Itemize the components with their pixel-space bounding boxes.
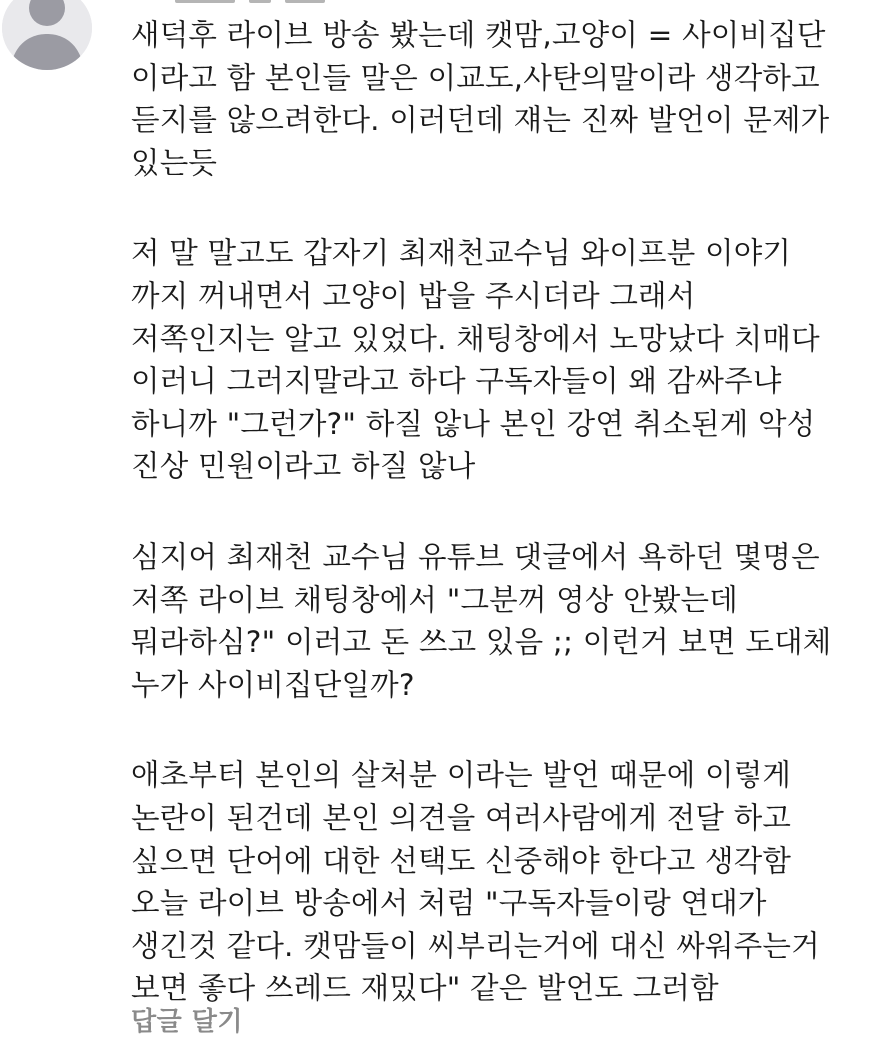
comment-line: 하니까 "그런가?" 하질 않나 본인 강연 취소된게 악성 <box>131 406 816 441</box>
comment-line: 오늘 라이브 방송에서 처럼 "구독자들이랑 연대가 <box>131 886 767 921</box>
comment-paragraph <box>131 14 886 184</box>
comment-line: 저쪽 라이브 채팅창에서 "그분꺼 영상 안봤는데 <box>131 582 738 617</box>
clipped-header-text <box>175 0 375 4</box>
comment-line: 애초부터 본인의 살처분 이라는 발언 때문에 이렇게 <box>131 758 792 793</box>
comment-line: 있는듯 <box>131 145 218 180</box>
comment-line: 뭐라하심?" 이러고 돈 쓰고 있음 ;; 이런거 보면 도대체 <box>131 625 832 660</box>
comment-paragraph <box>131 754 886 1010</box>
comment-line: 이라고 함 본인들 말은 이교도,사탄의말이라 생각하고 <box>131 60 820 95</box>
comment-line: 진상 민원이라고 하질 않나 <box>131 449 476 484</box>
comment-line: 생긴것 같다. 캣맘들이 씨부리는거에 대신 싸워주는거 <box>131 928 820 963</box>
comment-body <box>131 14 886 1058</box>
comment-line: 이러니 그러지말라고 하다 구독자들이 왜 감싸주냐 <box>131 364 782 399</box>
comment-line: 보면 좋다 쓰레드 재밌다" 같은 발언도 그러함 <box>131 971 719 1006</box>
user-avatar-icon[interactable] <box>2 0 92 70</box>
comment-line: 듣지를 않으려한다. 이러던데 쟤는 진짜 발언이 문제가 <box>131 103 830 138</box>
comment-paragraph <box>131 232 886 488</box>
comment-line: 저 말 말고도 갑자기 최재천교수님 와이프분 이야기 <box>131 236 792 271</box>
reply-button[interactable]: 답글 달기 <box>131 1007 244 1037</box>
comment-line: 저쪽인지는 알고 있었다. 채팅창에서 노망났다 치매다 <box>131 321 820 356</box>
comment-line: 심지어 최재천 교수님 유튜브 댓글에서 욕하던 몇명은 <box>131 539 820 574</box>
comment-line: 새덕후 라이브 방송 봤는데 캣맘,고양이 = 사이비집단 <box>131 18 826 52</box>
comment-line: 까지 꺼내면서 고양이 밥을 주시더라 그래서 <box>131 278 696 313</box>
comment-line: 누가 사이비집단일까? <box>131 667 415 702</box>
comment-paragraph <box>131 536 886 706</box>
comment-line: 싶으면 단어에 대한 선택도 신중해야 한다고 생각함 <box>131 843 792 878</box>
comment-line: 논란이 된건데 본인 의견을 여러사람에게 전달 하고 <box>131 800 792 835</box>
